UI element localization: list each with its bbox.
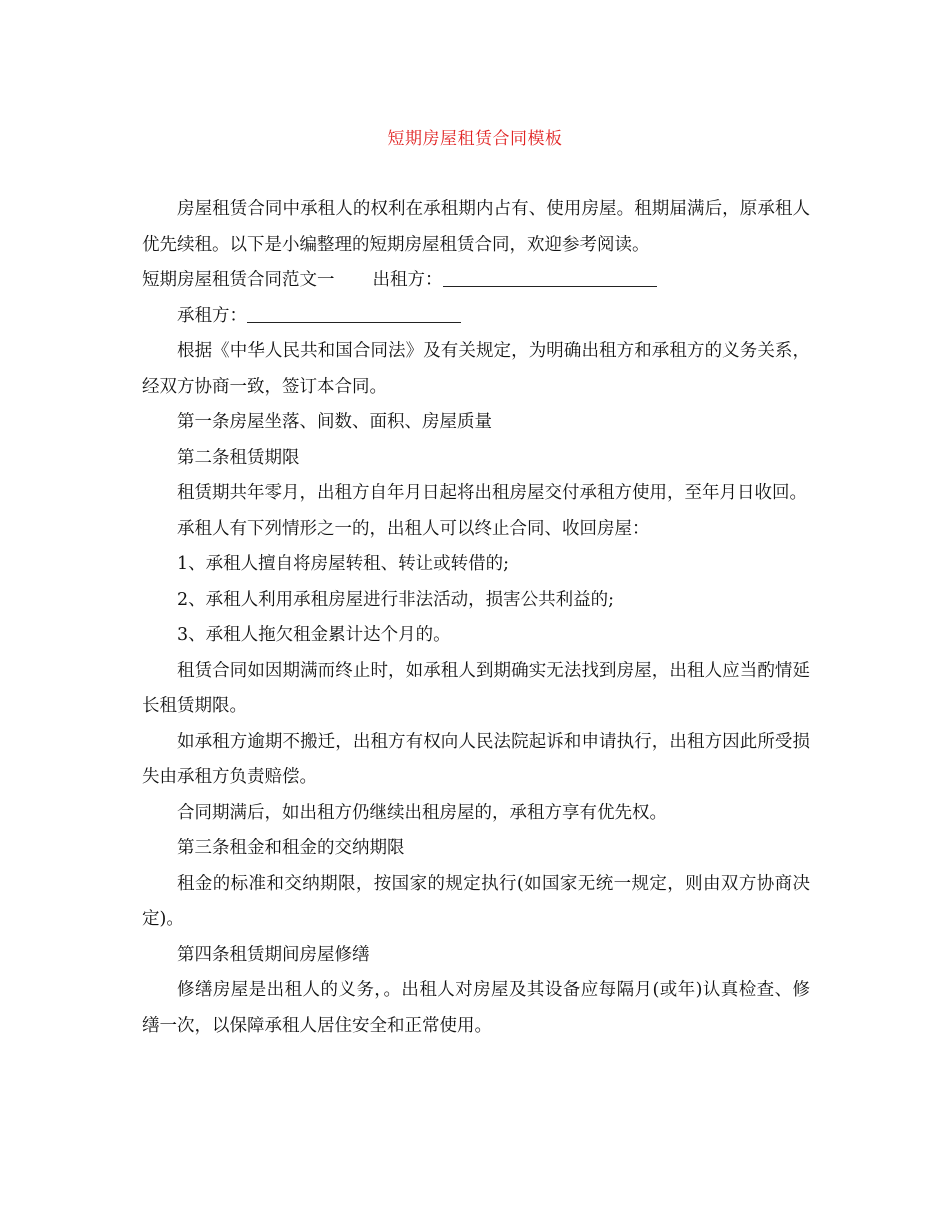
- article-heading: 第二条租赁期限: [177, 447, 300, 468]
- article-heading: 第一条房屋坐落、间数、面积、房屋质量: [177, 412, 492, 432]
- article-heading: 第四条租赁期间房屋修缮: [177, 944, 370, 965]
- article-heading: 第三条租金和租金的交纳期限: [177, 838, 405, 858]
- lessor-label: 出租方：: [372, 270, 443, 290]
- clause-paragraph: 合同期满后，如出租方仍继续出租房屋的，承租方享有优先权。: [177, 802, 667, 823]
- clause-paragraph: 租赁期共年零月，出租方自年月日起将出租房屋交付承租方使用，至年月日收回。: [177, 483, 807, 503]
- clause-paragraph: 租金的标准和交纳期限，按国家的规定执行(如国家无统一规定，则由双方协商决定)。: [142, 873, 810, 929]
- document-title: 短期房屋租赁合同模板: [387, 129, 563, 149]
- list-item: 2、承租人利用承租房屋进行非法活动，损害公共利益的;: [177, 589, 615, 610]
- lessee-blank-line: [247, 302, 461, 323]
- lessee-line: [142, 299, 810, 335]
- clause-paragraph: 根据《中华人民共和国合同法》及有关规定，为明确出租方和承租方的义务关系，经双方协商一致，签订本合同。: [142, 341, 810, 397]
- clause-paragraph: 承租人有下列情形之一的，出租人可以终止合同、收回房屋：: [177, 518, 650, 539]
- list-item: 1、承租人擅自将房屋转租、转让或转借的;: [177, 554, 510, 574]
- list-item: 3、承租人拖欠租金累计达个月的。: [177, 625, 451, 645]
- clause-paragraph: 租赁合同如因期满而终止时，如承租人到期确实无法找到房屋，出租人应当酌情延长租赁期限。: [142, 660, 810, 716]
- clause-paragraph: 修缮房屋是出租人的义务，。出租人对房屋及其设备应每隔月(或年)认真检查、修缮一次，以保障承租人居住安全和正常使用。: [142, 980, 810, 1036]
- sample-heading: 短期房屋租赁合同范文一: [142, 270, 335, 290]
- intro-paragraph: 房屋租赁合同中承租人的权利在承租期内占有、使用房屋。租期届满后，原承租人优先续租。以下是小编整理的短期房屋租赁合同，欢迎参考阅读。: [142, 199, 810, 255]
- lessee-label: 承租方：: [177, 305, 247, 326]
- clause-paragraph: 如承租方逾期不搬迁，出租方有权向人民法院起诉和申请执行，出租方因此所受损失由承租方负责赔偿。: [142, 731, 810, 787]
- sample-heading-line: [142, 263, 810, 299]
- document-body: [142, 192, 810, 1044]
- lessor-blank-line: [443, 266, 657, 287]
